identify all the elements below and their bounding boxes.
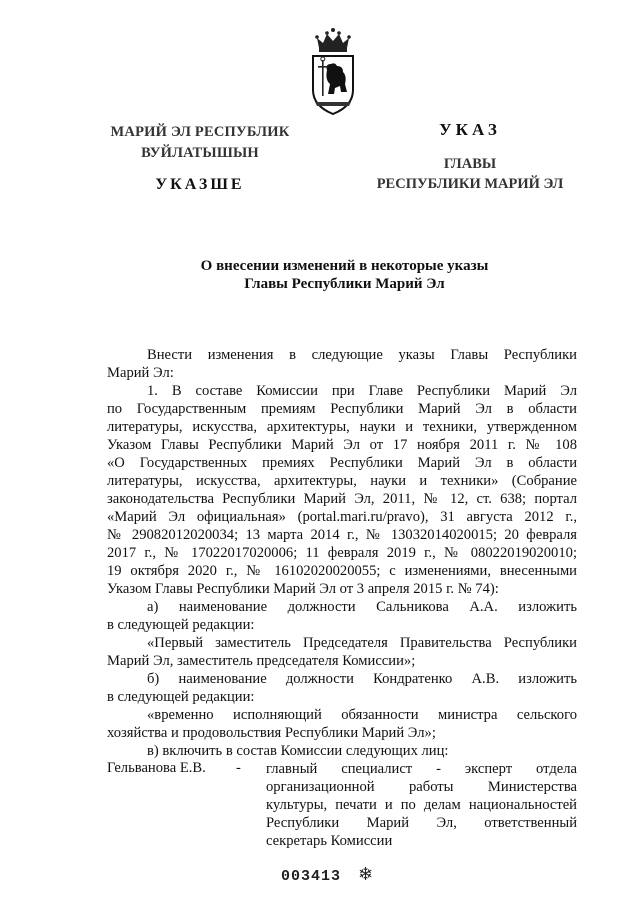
header-right-line2: ГЛАВЫ <box>443 156 497 172</box>
member-name: Гельванова Е.В. <box>107 760 206 776</box>
body-line: в следующей редакции: <box>107 689 255 705</box>
document-serial-number: 003413 <box>281 868 342 885</box>
body-line: Марий Эл, заместитель председателя Комиссии»; <box>107 653 416 669</box>
header-right-line1: УКАЗ <box>439 120 501 139</box>
body-line: законодательства Республики Марий Эл, 2011, № 12, ст. 638; портал <box>107 491 577 507</box>
member-position-line: секретарь Комиссии <box>266 833 393 849</box>
body-line: б) наименование должности Кондратенко А.В. изложить <box>147 671 577 687</box>
member-position-line: Республики Марий Эл, ответственный <box>266 815 577 831</box>
body-line: Марий Эл: <box>107 365 174 381</box>
body-line: Внести изменения в следующие указы Главы Республики <box>147 347 577 363</box>
member-position-line: главный специалист - эксперт отдела <box>266 761 577 777</box>
body-line: в) включить в состав Комиссии следующих лиц: <box>147 743 449 759</box>
body-line: «Марий Эл официальная» (portal.mari.ru/pravo), 31 августа 2012 г., <box>107 509 577 525</box>
body-line: Указом Главы Республики Марий Эл от 17 ноября 2011 г. № 108 <box>107 437 577 453</box>
document-title-line1: О внесении изменений в некоторые указы <box>200 258 489 274</box>
body-line: «временно исполняющий обязанности министра сельского <box>147 707 577 723</box>
body-line: в следующей редакции: <box>107 617 255 633</box>
body-line: а) наименование должности Сальникова А.А. изложить <box>147 599 577 615</box>
body-line: 1. В составе Комиссии при Главе Республики Марий Эл <box>147 383 577 399</box>
body-line: «Первый заместитель Председателя Правительства Республики <box>147 635 577 651</box>
header-left-line2: ВУЙЛАТЫШЫН <box>141 145 259 161</box>
body-line: хозяйства и продовольствия Республики Марий Эл»; <box>107 725 436 741</box>
member-position-line: организационной работы Министерства <box>266 779 577 795</box>
body-line: Указом Главы Республики Марий Эл от 3 апреля 2015 г. № 74): <box>107 581 499 597</box>
header-right-line3: РЕСПУБЛИКИ МАРИЙ ЭЛ <box>376 176 564 192</box>
member-position-line: культуры, печати и по делам национальностей <box>266 797 577 813</box>
body-line: 2017 г., № 17022017020006; 11 февраля 2019 г., № 08022019020010; <box>107 545 577 561</box>
header-left-line3: УКАЗШЕ <box>155 176 245 193</box>
body-line: по Государственным премиям Республики Марий Эл в области <box>107 401 577 417</box>
body-line: литературы, искусства, архитектуры, науки и техники, утвержденном <box>107 419 577 435</box>
coat-of-arms-emblem <box>305 26 361 116</box>
header-left-line1: МАРИЙ ЭЛ РЕСПУБЛИК <box>110 124 290 140</box>
member-dash: - <box>236 760 241 776</box>
body-line: «О Государственных премиях Республики Марий Эл в области <box>107 455 577 471</box>
document-title-line2: Главы Республики Марий Эл <box>244 276 445 292</box>
snowflake-icon: ❄ <box>358 864 374 884</box>
body-line: литературы, искусства, архитектуры, науки и техники» (Собрание <box>107 473 577 489</box>
body-line: № 29082012020034; 13 марта 2014 г., № 13032014020015; 20 февраля <box>107 527 577 543</box>
body-line: 19 октября 2020 г., № 16102020020055; с изменениями, внесенными <box>107 563 577 579</box>
